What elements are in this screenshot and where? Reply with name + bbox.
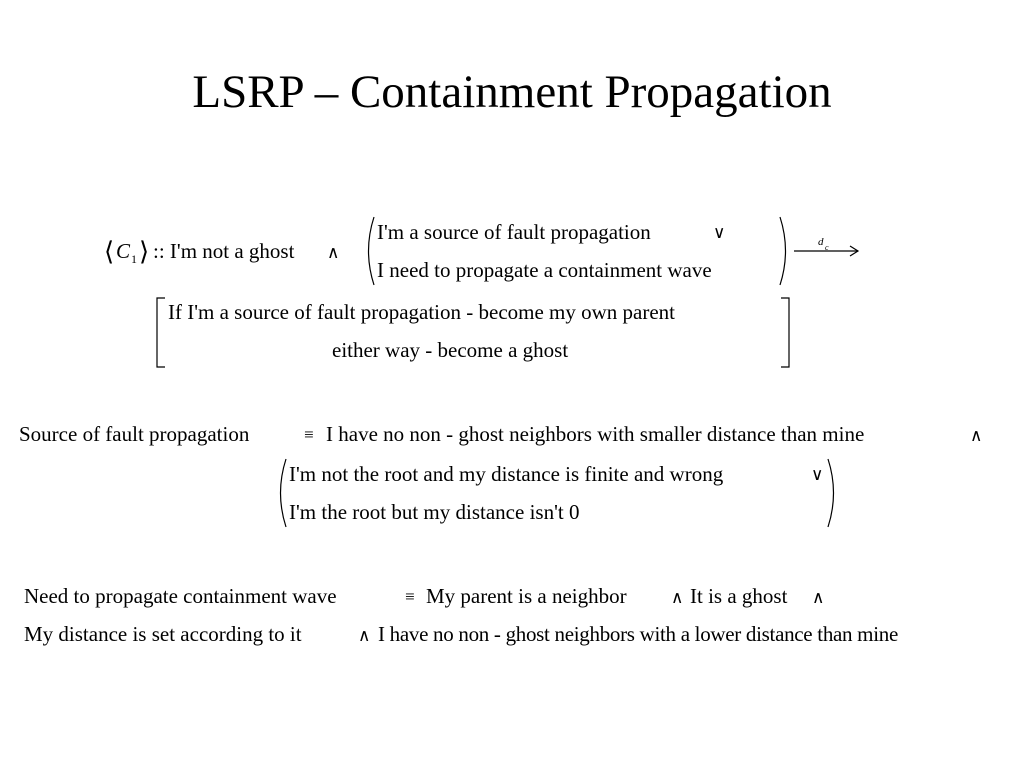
rule-label-c: C xyxy=(116,239,131,263)
wave-line-2-part-2: I have no non - ghost neighbors with a lower distance than mine xyxy=(378,622,898,646)
source-option-2: I'm the root but my distance isn't 0 xyxy=(289,500,580,524)
source-or-symbol: ∨ xyxy=(811,465,824,484)
wave-equiv-symbol: ≡ xyxy=(405,587,415,606)
arrow-label-c: c xyxy=(825,243,829,252)
action-right-bracket xyxy=(779,297,791,369)
guard-left-paren xyxy=(360,216,376,286)
guard-and-symbol: ∧ xyxy=(327,243,340,262)
wave-and-symbol-3: ∧ xyxy=(358,626,371,645)
source-and-symbol: ∧ xyxy=(970,426,983,445)
action-left-bracket xyxy=(155,297,167,369)
action-line-1: If I'm a source of fault propagation - become my own parent xyxy=(168,300,676,324)
wave-and-symbol-2: ∧ xyxy=(812,588,825,607)
guard-prefix: :: I'm not a ghost xyxy=(153,239,295,263)
source-rhs: I have no non - ghost neighbors with smaller distance than mine xyxy=(326,422,865,446)
rangle-symbol: ⟩ xyxy=(139,237,150,266)
guard-option-1: I'm a source of fault propagation xyxy=(377,220,651,244)
arrow-label-d: d xyxy=(818,236,824,248)
source-left-paren xyxy=(272,458,288,528)
source-option-1: I'm not the root and my distance is finite and wrong xyxy=(289,462,724,486)
slide-title: LSRP – Containment Propagation xyxy=(192,66,832,118)
source-equiv-symbol: ≡ xyxy=(304,425,314,444)
right-arrow-icon xyxy=(794,244,860,258)
wave-and-symbol-1: ∧ xyxy=(671,588,684,607)
guard-right-paren xyxy=(778,216,794,286)
action-line-2: either way - become a ghost xyxy=(332,338,569,362)
rule-label-subscript: 1 xyxy=(131,252,137,266)
source-right-paren xyxy=(826,458,842,528)
wave-part-2: It is a ghost xyxy=(690,584,788,608)
guard-or-symbol: ∨ xyxy=(713,223,726,242)
wave-part-1: My parent is a neighbor xyxy=(426,584,627,608)
guard-option-2: I need to propagate a containment wave xyxy=(377,258,712,282)
source-lhs: Source of fault propagation xyxy=(19,422,250,446)
wave-line-2-part-1: My distance is set according to it xyxy=(24,622,302,646)
langle-symbol: ⟨ xyxy=(104,237,115,266)
wave-lhs: Need to propagate containment wave xyxy=(24,584,337,608)
